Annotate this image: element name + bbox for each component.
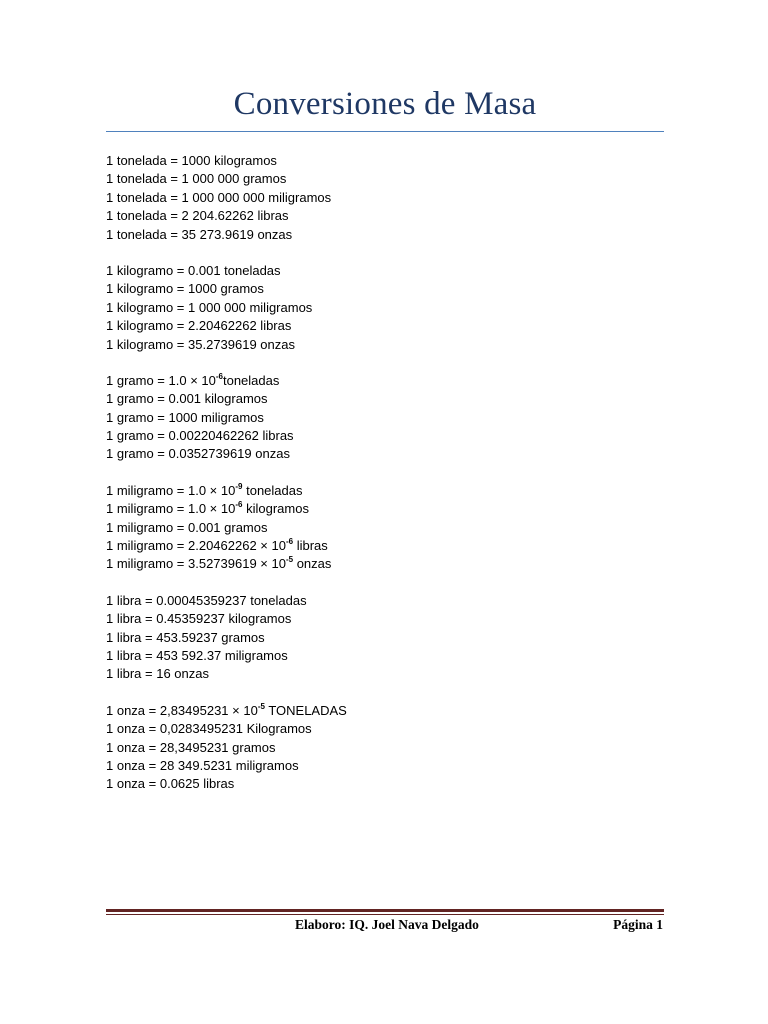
- conversion-unit: libras: [293, 538, 328, 554]
- conversion-text: 1 kilogramo = 0.001 toneladas: [106, 262, 281, 278]
- title-underline: [106, 131, 664, 132]
- conversion-line: [106, 720, 666, 738]
- conversion-text: 1 gramo = 0.001 kilogramos: [106, 391, 268, 407]
- conversion-text: 1 onza = 0.0625 libras: [106, 776, 235, 792]
- conversion-text: 1 libra = 453 592.37 miligramos: [106, 647, 288, 663]
- conversion-text: 1 gramo = 0.0352739619 onzas: [106, 446, 290, 462]
- conversion-text: 1 kilogramo = 1000 gramos: [106, 281, 264, 297]
- conversion-text: 1 kilogramo = 1 000 000 miligramos: [106, 299, 313, 315]
- conversion-line: [106, 702, 666, 720]
- footer-page-number: Página 1: [613, 917, 663, 932]
- conversion-line: [106, 610, 666, 628]
- conversion-line: [106, 445, 666, 463]
- conversion-text: 1 tonelada = 1000 kilogramos: [106, 153, 277, 168]
- conversion-line: [106, 299, 666, 317]
- conversion-line: [106, 739, 666, 757]
- exponent: -6: [285, 537, 294, 547]
- conversion-text: 1 miligramo = 0.001 gramos: [106, 519, 268, 535]
- conversion-text: 1 onza = 28,3495231 gramos: [106, 739, 276, 755]
- conversion-line: [106, 226, 666, 244]
- conversion-text: 1 onza = 0,0283495231 Kilogramos: [106, 721, 312, 737]
- conversion-line: [106, 555, 666, 573]
- conversion-text: 1 gramo = 0.00220462262 libras: [106, 428, 294, 444]
- conversion-line: [106, 317, 666, 335]
- exponent: -9: [235, 481, 243, 491]
- conversion-line: [106, 537, 666, 555]
- exponent: -6: [235, 500, 243, 510]
- conversion-text: 1 miligramo = 3.52739619 × 10: [106, 556, 286, 572]
- conversion-line: [106, 189, 666, 207]
- conversion-unit: onzas: [293, 556, 332, 572]
- conversion-text: 1 libra = 0.45359237 kilogramos: [106, 611, 292, 627]
- conversion-text: 1 tonelada = 1 000 000 000 miligramos: [106, 189, 332, 205]
- conversion-line: [106, 519, 666, 537]
- conversion-text: 1 miligramo = 1.0 × 10: [106, 501, 236, 517]
- conversion-line: [106, 336, 666, 354]
- conversion-text: 1 tonelada = 1 000 000 gramos: [106, 171, 287, 187]
- conversion-line: [106, 500, 666, 518]
- conversion-group: [106, 262, 666, 354]
- conversion-line: [106, 665, 666, 683]
- conversion-text: 1 libra = 0.00045359237 toneladas: [106, 592, 307, 608]
- conversion-list: [106, 152, 666, 812]
- conversion-text: 1 kilogramo = 2.20462262 libras: [106, 318, 292, 334]
- page-title: Conversiones de Masa: [233, 86, 537, 122]
- conversion-text: 1 gramo = 1000 miligramos: [106, 409, 264, 425]
- conversion-line: [106, 629, 666, 647]
- exponent: -6: [215, 371, 223, 381]
- conversion-line: [106, 280, 666, 298]
- conversion-line: [106, 592, 666, 610]
- footer-author: Elaboro: IQ. Joel Nava Delgado: [295, 917, 479, 932]
- conversion-line: [106, 390, 666, 408]
- conversion-group: [106, 372, 666, 464]
- conversion-text: 1 miligramo = 1.0 × 10: [106, 482, 236, 498]
- conversion-text: 1 miligramo = 2.20462262 × 10: [106, 538, 286, 554]
- conversion-unit: TONELADAS: [264, 702, 347, 718]
- conversion-line: [106, 647, 666, 665]
- conversion-text: 1 onza = 2,83495231 × 10: [106, 702, 258, 718]
- conversion-line: [106, 482, 666, 500]
- conversion-text: 1 libra = 16 onzas: [106, 666, 209, 682]
- conversion-line: [106, 372, 666, 390]
- conversion-group: [106, 152, 666, 244]
- conversion-line: [106, 170, 666, 188]
- conversion-text: 1 tonelada = 2 204.62262 libras: [106, 208, 289, 224]
- conversion-line: [106, 757, 666, 775]
- exponent: -5: [257, 701, 265, 711]
- conversion-group: [106, 702, 666, 794]
- conversion-line: [106, 775, 666, 793]
- footer-rule-thin: [106, 914, 664, 915]
- conversion-unit: toneladas: [242, 482, 303, 498]
- conversion-unit: toneladas: [222, 372, 280, 388]
- conversion-line: [106, 427, 666, 445]
- conversion-text: 1 gramo = 1.0 × 10: [106, 372, 216, 388]
- conversion-text: 1 tonelada = 35 273.9619 onzas: [106, 226, 293, 242]
- conversion-group: [106, 592, 666, 684]
- footer-rule-thick: [106, 909, 664, 912]
- conversion-group: [106, 482, 666, 574]
- conversion-unit: kilogramos: [242, 501, 309, 517]
- conversion-line: [106, 207, 666, 225]
- conversion-text: 1 onza = 28 349.5231 miligramos: [106, 757, 299, 773]
- conversion-line: [106, 409, 666, 427]
- exponent: -5: [285, 555, 294, 565]
- conversion-line: [106, 262, 666, 280]
- conversion-text: 1 libra = 453.59237 gramos: [106, 629, 265, 645]
- conversion-text: 1 kilogramo = 35.2739619 onzas: [106, 336, 295, 352]
- conversion-line: [106, 152, 666, 170]
